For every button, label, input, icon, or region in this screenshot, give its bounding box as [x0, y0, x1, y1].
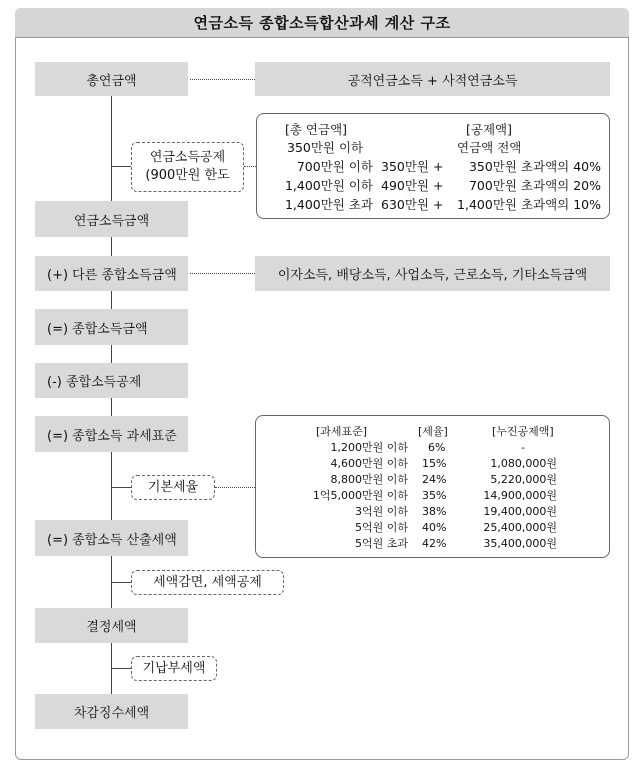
connector-dotted	[244, 166, 256, 167]
header-deduction: [공제액]	[466, 122, 512, 137]
deduction-range: 1,400만원 이하	[284, 178, 373, 193]
rate-row-deduction: 19,400,000원	[483, 505, 557, 518]
rate-row-rate: 38%	[422, 505, 447, 518]
rate-row-rate: 42%	[422, 537, 447, 550]
pension-deduction-table	[256, 113, 610, 219]
deduction-range: 1,400만원 초과	[284, 197, 373, 212]
header-tax-rate: [세율]	[418, 425, 448, 438]
connector-line	[111, 166, 131, 167]
rate-row-rate: 6%	[428, 441, 446, 454]
deduction-base: 350만원 +	[381, 159, 444, 174]
connector-dotted	[190, 79, 255, 80]
deduction-range: 700만원 이하	[296, 159, 373, 174]
step-final-tax: 결정세액	[35, 608, 188, 643]
rate-row-base: 5억원 이하	[355, 521, 408, 534]
step-comprehensive-deduction: (-) 종합소득공제	[35, 363, 188, 398]
note-pension-deduction-line2: (900만원 한도	[145, 168, 230, 183]
note-other-incomes: 이자소득, 배당소득, 사업소득, 근로소득, 기타소득금액	[255, 256, 610, 291]
deduction-rest: 700만원 초과액의 20%	[468, 178, 601, 193]
note-public-private: 공적연금소득 + 사적연금소득	[255, 62, 610, 96]
step-tax-payable: 차감징수세액	[35, 694, 188, 729]
deduction-rest: 1,400만원 초과액의 10%	[457, 197, 601, 212]
rate-row-deduction: 1,080,000원	[490, 457, 557, 470]
rate-row-deduction: -	[521, 441, 525, 454]
rate-row-deduction: 5,220,000원	[490, 473, 557, 486]
step-pension-income: 연금소득금액	[35, 201, 188, 237]
step-tax-base: (=) 종합소득 과세표준	[35, 416, 188, 452]
rate-row-base: 8,800만원 이하	[330, 473, 408, 486]
deduction-rest: 350만원 초과액의 40%	[468, 159, 601, 174]
connector-dotted	[190, 273, 255, 274]
connector-line	[111, 487, 131, 488]
step-total-pension: 총연금액	[35, 62, 188, 96]
note-pension-deduction	[131, 142, 244, 192]
step-other-income: (+) 다른 종합소득금액	[35, 256, 188, 291]
rate-row-rate: 40%	[422, 521, 447, 534]
note-tax-credits: 세액감면, 세액공제	[131, 570, 284, 595]
deduction-range: 350만원 이하	[287, 140, 364, 155]
rate-row-base: 5억원 초과	[355, 537, 408, 550]
step-computed-tax: (=) 종합소득 산출세액	[35, 520, 188, 556]
header-progressive-deduction: [누진공제액]	[492, 425, 554, 438]
header-total-pension: [총 연금액]	[285, 122, 348, 137]
rate-row-base: 1억5,000만원 이하	[312, 489, 408, 502]
tax-rate-table	[255, 415, 610, 558]
note-prepaid-tax: 기납부세액	[131, 656, 217, 681]
rate-row-base: 4,600만원 이하	[330, 457, 408, 470]
note-basic-rate: 기본세율	[131, 475, 215, 500]
rate-row-base: 1,200만원 이하	[330, 441, 408, 454]
rate-row-base: 3억원 이하	[355, 505, 408, 518]
step-comprehensive-income: (=) 종합소득금액	[35, 309, 188, 345]
rate-row-rate: 24%	[422, 473, 447, 486]
deduction-rest: 연금액 전액	[457, 140, 522, 155]
rate-row-rate: 15%	[422, 457, 447, 470]
diagram-title: 연금소득 종합소득합산과세 계산 구조	[15, 8, 629, 38]
connector-line	[111, 582, 131, 583]
rate-row-deduction: 25,400,000원	[483, 521, 557, 534]
connector-line	[111, 668, 131, 669]
deduction-base: 630만원 +	[381, 197, 444, 212]
header-tax-base: [과세표준]	[316, 425, 368, 438]
note-pension-deduction-line1: 연금소득공제	[149, 150, 226, 165]
rate-row-deduction: 35,400,000원	[483, 537, 557, 550]
rate-row-deduction: 14,900,000원	[483, 489, 557, 502]
deduction-base: 490만원 +	[381, 178, 444, 193]
rate-row-rate: 35%	[422, 489, 447, 502]
connector-dotted	[215, 487, 255, 488]
